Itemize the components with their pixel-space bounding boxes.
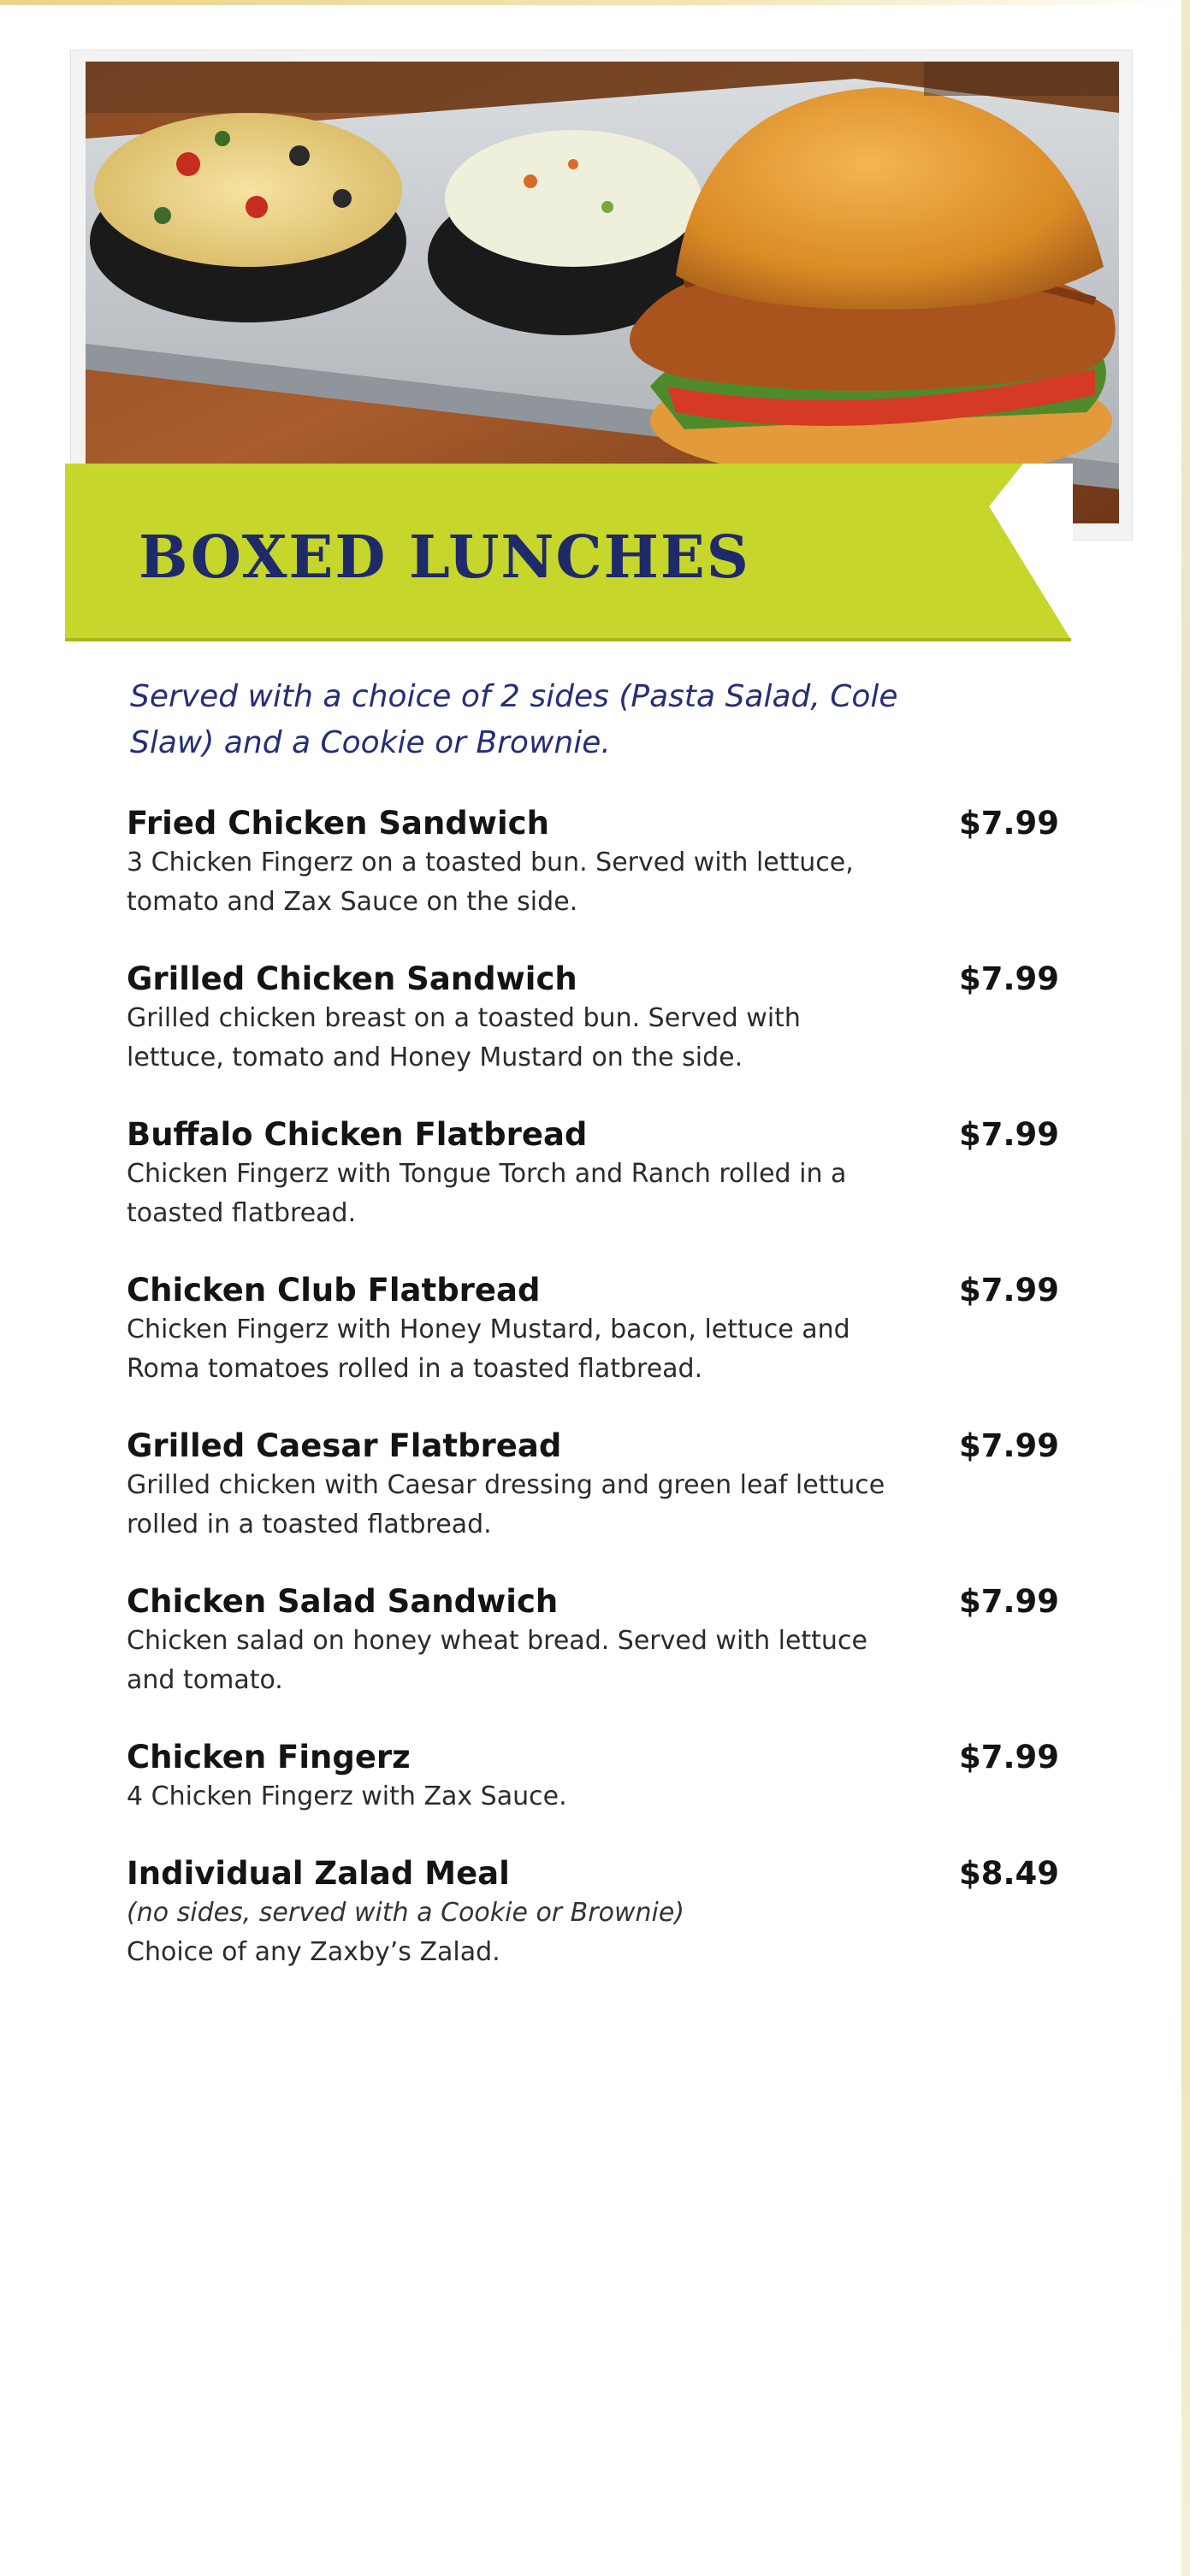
item-description: Chicken Fingerz with Honey Mustard, bacon, lettuce and Roma tomatoes rolled in a toasted flatbread. — [127, 1315, 850, 1384]
item-description: Chicken salad on honey wheat bread. Served with lettuce and tomato. — [127, 1626, 867, 1695]
menu-item — [127, 1582, 1059, 1700]
item-description: Grilled chicken with Caesar dressing and green leaf lettuce rolled in a toasted flatbread. — [127, 1470, 885, 1539]
menu-item — [127, 1738, 1059, 1817]
title-banner — [65, 464, 1073, 643]
food-photo — [86, 62, 1119, 523]
top-edge-strip — [0, 0, 1190, 5]
page-right-edge — [1181, 0, 1190, 2576]
item-name: Buffalo Chicken Flatbread — [127, 1116, 588, 1153]
menu-item — [127, 1271, 1059, 1389]
menu-item — [127, 804, 1059, 922]
menu-list — [127, 804, 1059, 2010]
item-price: $7.99 — [958, 1272, 1059, 1309]
item-name: Chicken Club Flatbread — [127, 1272, 541, 1309]
item-name: Fried Chicken Sandwich — [127, 805, 549, 842]
item-price: $7.99 — [958, 1739, 1059, 1775]
item-description: Choice of any Zaxby’s Zalad. — [127, 1937, 500, 1967]
item-price: $7.99 — [958, 960, 1059, 997]
item-description: 4 Chicken Fingerz with Zax Sauce. — [127, 1781, 567, 1811]
menu-item — [127, 1115, 1059, 1233]
menu-item — [127, 1427, 1059, 1545]
item-name: Chicken Fingerz — [127, 1739, 411, 1775]
item-price: $7.99 — [958, 805, 1059, 842]
item-description: 3 Chicken Fingerz on a toasted bun. Served with lettuce, tomato and Zax Sauce on the side. — [127, 848, 854, 917]
item-price: $7.99 — [958, 1427, 1059, 1464]
menu-item — [127, 960, 1059, 1078]
item-note: (no sides, served with a Cookie or Brownie) — [127, 1898, 684, 1928]
item-price: $7.99 — [958, 1583, 1059, 1620]
item-description: Grilled chicken breast on a toasted bun. Served with lettuce, tomato and Honey Mustard on the side. — [127, 1003, 801, 1072]
item-name: Chicken Salad Sandwich — [127, 1583, 559, 1620]
item-price: $8.49 — [958, 1855, 1059, 1892]
menu-item — [127, 1854, 1059, 1972]
page-title: BOXED LUNCHES — [139, 523, 750, 592]
item-name: Individual Zalad Meal — [127, 1855, 510, 1892]
item-description: Chicken Fingerz with Tongue Torch and Ranch rolled in a toasted flatbread. — [127, 1159, 847, 1228]
intro-text: Served with a choice of 2 sides (Pasta Salad, Cole Slaw) and a Cookie or Brownie. — [130, 679, 898, 760]
item-price: $7.99 — [958, 1116, 1059, 1153]
item-name: Grilled Caesar Flatbread — [127, 1427, 562, 1464]
item-name: Grilled Chicken Sandwich — [127, 960, 577, 997]
